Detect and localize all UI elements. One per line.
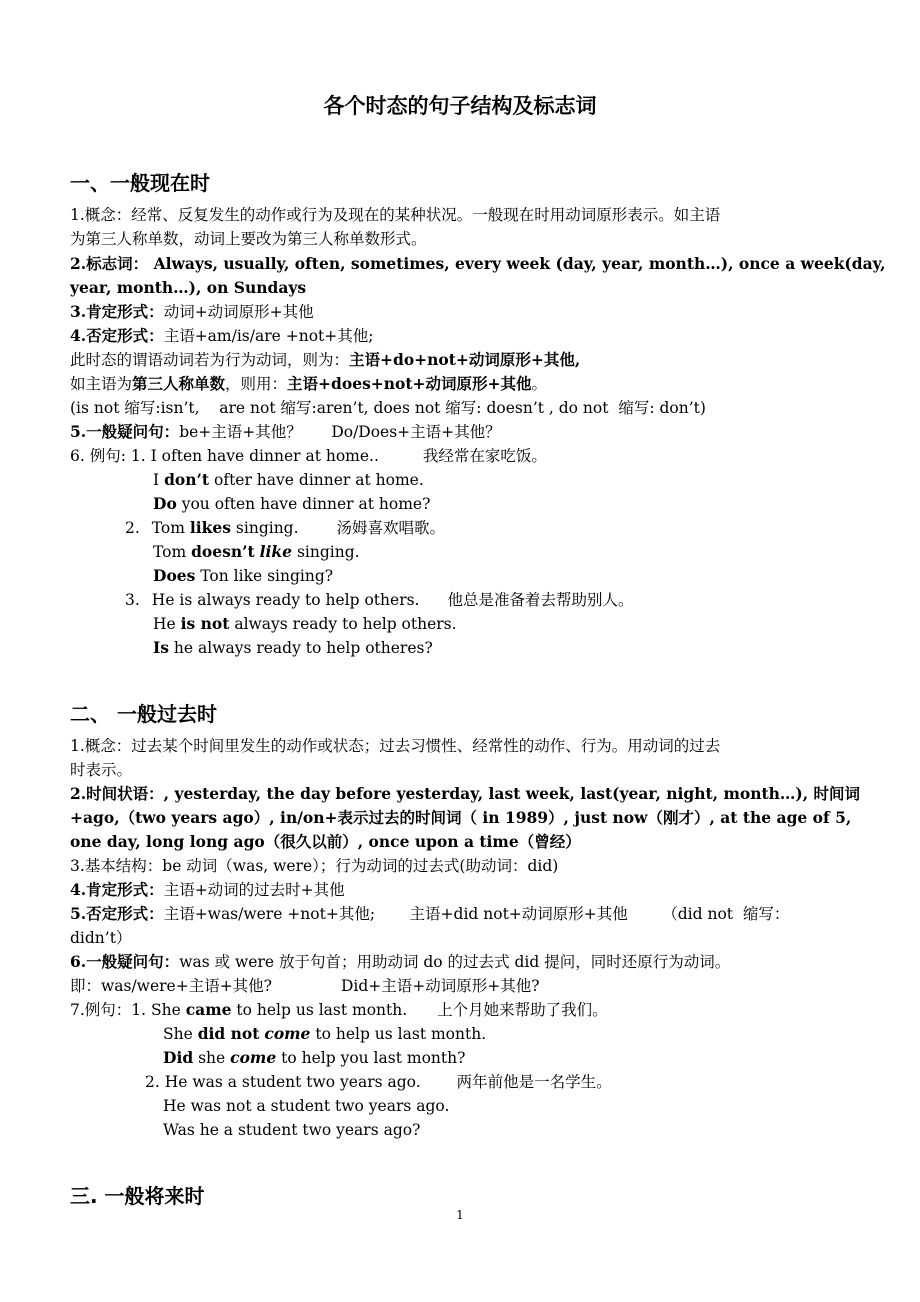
question-form: 即：was/were+主语+其他? Did+主语+动词原形+其他? — [70, 977, 540, 995]
example-line: Do you often have dinner at home? — [153, 494, 431, 513]
example-line: 2. Tom likes singing. 汤姆喜欢唱歌。 — [125, 518, 446, 537]
markers-line: year, month…), on Sundays — [70, 278, 307, 297]
question-form: 5.一般疑问句：be+主语+其他？ Do/Does+主语+其他？ — [70, 422, 501, 441]
question-form: 6.一般疑问句：was 或 were 放于句首；用助动词 do 的过去式 did 提问，同时还原行为动词。 — [70, 952, 731, 971]
example-line: Was he a student two years ago? — [163, 1121, 421, 1139]
negative-form: didn’t） — [70, 929, 132, 947]
concept-line: 1.概念：过去某个时间里发生的动作或状态；过去习惯性、经常性的动作、行为。用动词的过去 — [70, 737, 721, 755]
markers-line: one day, long long ago（很久以前）, once upon a time（曾经） — [70, 832, 581, 851]
example-line: 2. He was a student two years ago. 两年前他是一名学生。 — [145, 1073, 612, 1091]
structure-line: 3.基本结构：be 动词（was, were）；行为动词的过去式(助动词：did) — [70, 857, 559, 875]
negative-form-third-person: 如主语为第三人称单数，则用：主语+does+not+动词原形+其他。 — [70, 374, 548, 393]
page-title: 各个时态的句子结构及标志词 — [323, 94, 597, 118]
negative-form: 4.否定形式：主语+am/is/are +not+其他; — [70, 326, 374, 345]
markers-line: 2.标志词： Always, usually, often, sometimes, every week (day, year, month…), once a week(day, — [70, 254, 886, 273]
section-heading-simple-past: 二、 一般过去时 — [70, 702, 217, 726]
example-line: 3. He is always ready to help others. 他总是准备着去帮助别人。 — [125, 591, 634, 609]
example-line: 7.例句：1. She came to help us last month. 上个月她来帮助了我们。 — [70, 1000, 608, 1019]
markers-line: 2.时间状语：, yesterday, the day before yesterday, last week, last(year, night, month…), 时间词 — [70, 784, 861, 803]
example-line: He was not a student two years ago. — [163, 1097, 450, 1115]
example-line: I don’t ofter have dinner at home. — [153, 470, 424, 489]
example-line: Did she come to help you last month? — [163, 1048, 466, 1067]
affirmative-form: 3.肯定形式：动词+动词原形+其他 — [70, 302, 314, 321]
example-line: He is not always ready to help others. — [153, 614, 457, 633]
markers-line: +ago,（two years ago）, in/on+表示过去的时间词（ in 1989）, just now（刚才）, at the age of 5, — [70, 808, 852, 827]
concept-line: 1.概念：经常、反复发生的动作或行为及现在的某种状况。一般现在时用动词原形表示。如主语 — [70, 206, 721, 224]
section-heading-simple-future: 三. 一般将来时 — [70, 1184, 205, 1208]
example-line: Tom doesn’t like singing. — [153, 542, 360, 561]
section-heading-simple-present: 一、一般现在时 — [70, 171, 210, 195]
example-line: She did not come to help us last month. — [163, 1024, 487, 1043]
example-line: 6. 例句: 1. I often have dinner at home.. 我经常在家吃饭。 — [70, 447, 547, 465]
abbreviation-line: (is not 缩写:isn’t, are not 缩写:aren’t, does not 缩写: doesn’t , do not 缩写: don’t) — [70, 399, 706, 417]
example-line: Does Ton like singing? — [153, 566, 334, 585]
example-line: Is he always ready to help otheres? — [153, 638, 433, 657]
negative-form: 5.否定形式：主语+was/were +not+其他; 主语+did not+动词原形+其他 （did not 缩写： — [70, 904, 790, 923]
concept-line: 为第三人称单数，动词上要改为第三人称单数形式。 — [70, 230, 427, 248]
affirmative-form: 4.肯定形式：主语+动词的过去时+其他 — [70, 880, 345, 899]
concept-line: 时表示。 — [70, 761, 133, 779]
page-number: 1 — [456, 1208, 464, 1222]
negative-form-verb: 此时态的谓语动词若为行为动词，则为：主语+do+not+动词原形+其他, — [70, 350, 581, 369]
